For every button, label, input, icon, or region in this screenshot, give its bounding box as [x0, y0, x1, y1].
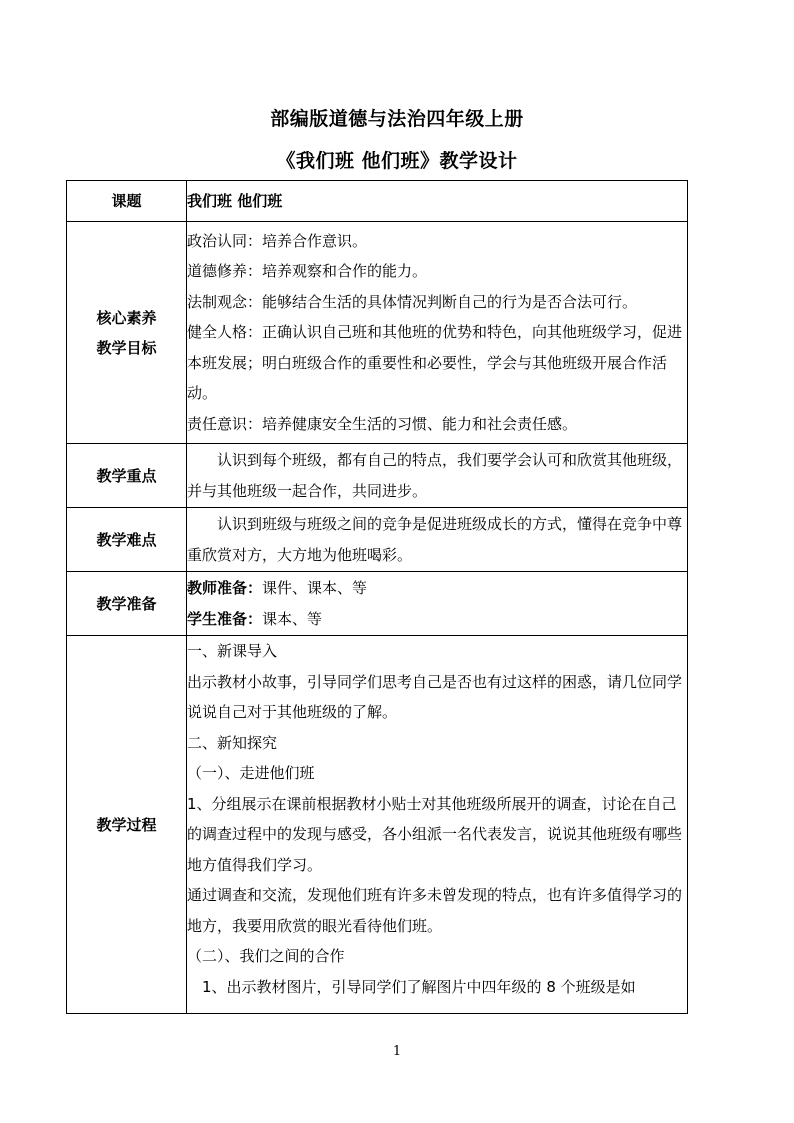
page-number: 1	[392, 1044, 402, 1059]
goals-label-line1: 核心素养	[96, 308, 157, 327]
process-step-2: 1、出示教材图片，引导同学们了解图片中四年级的 8 个班级是如	[202, 977, 636, 996]
topic-value: 我们班 他们班	[187, 181, 688, 222]
key-points-label: 教学重点	[67, 444, 187, 508]
document-subtitle: 《我们班 他们班》教学设计	[276, 150, 518, 172]
difficulties-label: 教学难点	[67, 508, 187, 572]
process-subsection-1: （一）、走进他们班	[187, 764, 315, 782]
goal-law: 法制观念：能够结合生活的具体情况判断自己的行为是否合法可行。	[187, 292, 638, 311]
table-row-process	[67, 636, 688, 1014]
process-step-1: 1、分组展示在课前根据教材小贴士对其他班级所展开的调查，讨论在自己的调查过程中的发现与感受，各小组派一名代表发言，说说其他班级有哪些地方值得我们学习。	[187, 794, 683, 874]
difficulties-text: 认识到班级与班级之间的竞争是促进班级成长的方式，懂得在竞争中尊重欣赏对方，大方地为他班喝彩。	[187, 515, 683, 564]
preparation-content	[187, 572, 688, 636]
document-title: 部编版道德与法治四年级上册	[270, 108, 524, 130]
process-subsection-2: （二）、我们之间的合作	[187, 947, 345, 965]
key-points-text: 认识到每个班级，都有自己的特点，我们要学会认可和欣赏其他班级，并与其他班级一起合作，共同进步。	[187, 451, 683, 500]
student-preparation-label: 学生准备：	[187, 609, 263, 628]
topic-label: 课题	[67, 181, 187, 222]
teacher-preparation-label: 教师准备：	[187, 579, 263, 597]
goal-personality: 健全人格：正确认识自己班和其他班的优势和特色，向其他班级学习，促进本班发展；明白班级合作的重要性和必要性，学会与其他班级开展合作活动。	[187, 323, 683, 403]
process-section-explore: 二、新知探究	[187, 733, 278, 752]
table-row-topic	[67, 181, 688, 222]
teacher-preparation-value: 课件、课本、等	[262, 579, 368, 597]
goal-morality: 道德修养：培养观察和合作的能力。	[187, 262, 428, 281]
student-preparation-value: 课本、等	[262, 609, 323, 628]
process-summary: 通过调查和交流，发现他们班有许多未曾发现的特点，也有许多值得学习的地方，我要用欣赏的眼光看待他们班。	[187, 886, 683, 935]
difficulties-content	[187, 508, 688, 572]
process-content	[187, 636, 688, 1014]
goal-political: 政治认同：培养合作意识。	[187, 231, 368, 250]
table-row-goals	[67, 222, 688, 444]
process-section-intro: 一、新课导入	[187, 642, 278, 660]
preparation-label: 教学准备	[67, 572, 187, 636]
lesson-plan-table	[66, 180, 688, 1014]
goal-responsibility: 责任意识：培养健康安全生活的习惯、能力和社会责任感。	[187, 414, 578, 433]
process-intro-text: 出示教材小故事，引导同学们思考自己是否也有过这样的困惑，请几位同学说说自己对于其他班级的了解。	[187, 672, 683, 721]
process-label: 教学过程	[67, 636, 187, 1014]
table-row-difficulties	[67, 508, 688, 572]
table-row-preparation	[67, 572, 688, 636]
goals-label-line2: 教学目标	[96, 338, 157, 357]
teacher-preparation	[187, 573, 687, 604]
goals-content	[187, 222, 688, 444]
student-preparation	[187, 604, 687, 635]
table-row-key-points	[67, 444, 688, 508]
key-points-content	[187, 444, 688, 508]
goals-label	[67, 222, 187, 444]
